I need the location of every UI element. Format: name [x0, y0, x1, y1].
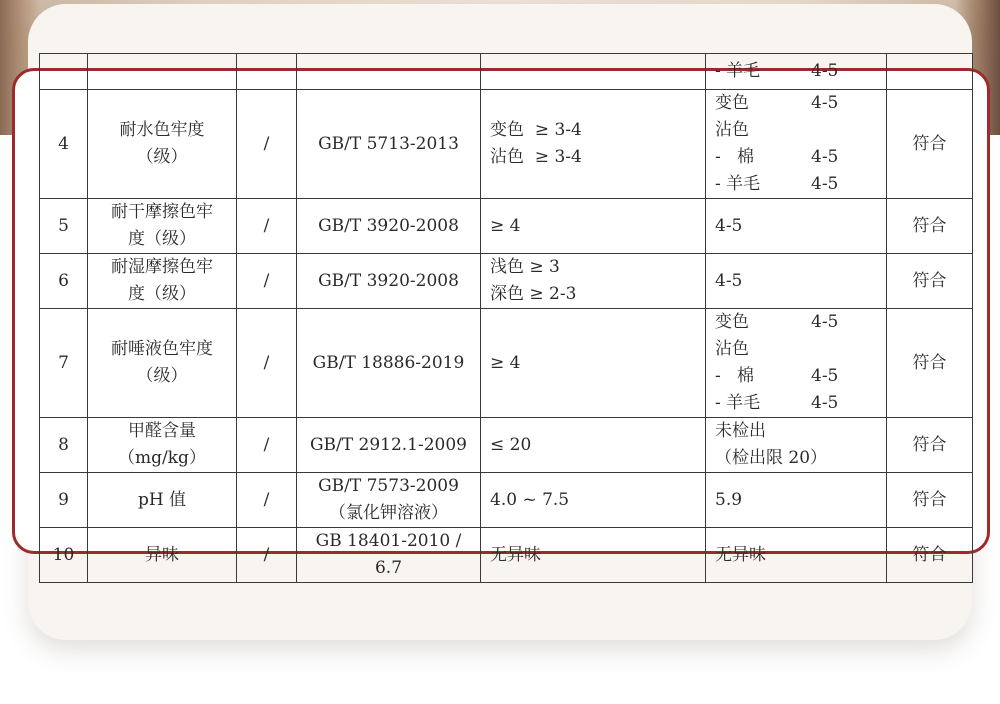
unit-cell	[237, 199, 297, 254]
result-line	[715, 117, 886, 144]
item-number: 10	[52, 544, 75, 565]
test-report-table	[39, 53, 973, 583]
test-method-line: （氯化钾溶液）	[329, 503, 448, 523]
verdict-value: 符合	[912, 352, 947, 373]
test-item-cell	[88, 90, 237, 199]
verdict-value: 符合	[912, 489, 947, 510]
test-item-line: 耐湿摩擦色牢	[111, 257, 213, 277]
requirement-line: ≤ 20	[490, 434, 532, 455]
table-row	[40, 254, 973, 309]
requirement-cell	[481, 473, 706, 528]
result-value: 4-5	[811, 147, 839, 167]
result-cell	[706, 54, 887, 90]
unit-cell	[237, 254, 297, 309]
result-label: 未检出	[715, 421, 766, 441]
requirement-line: 浅色 ≥ 3	[490, 257, 560, 277]
table-row	[40, 418, 973, 473]
requirement-cell	[481, 309, 706, 418]
result-line	[715, 144, 886, 171]
result-label: 4-5	[715, 270, 743, 291]
result-value: 4-5	[811, 366, 839, 386]
result-label: 4-5	[715, 215, 743, 236]
test-method-cell	[297, 199, 481, 254]
requirement-cell	[481, 199, 706, 254]
requirement-line: 深色 ≥ 2-3	[490, 284, 577, 304]
result-label: 变色	[715, 312, 749, 332]
item-number-cell	[40, 528, 88, 583]
verdict-cell	[887, 418, 973, 473]
test-item-line: 度（级）	[128, 284, 196, 304]
requirement-cell	[481, 528, 706, 583]
result-cell	[706, 528, 887, 583]
verdict-value: 符合	[912, 544, 947, 565]
unit-cell	[237, 90, 297, 199]
item-number: 7	[58, 352, 69, 373]
requirement-line: 无异味	[490, 544, 541, 565]
unit-cell	[237, 528, 297, 583]
requirement-line: 4.0 ~ 7.5	[490, 489, 570, 510]
result-line	[715, 418, 886, 445]
verdict-cell	[887, 199, 973, 254]
test-item-cell	[88, 473, 237, 528]
test-method-line: GB/T 3920-2008	[318, 270, 459, 291]
result-line	[715, 336, 886, 363]
test-method-cell	[297, 528, 481, 583]
result-line	[715, 390, 886, 417]
result-label: 沾色	[715, 120, 749, 140]
requirement-line: ≥ 4	[490, 215, 521, 236]
unit-cell	[237, 418, 297, 473]
verdict-value: 符合	[912, 270, 947, 291]
test-method-cell	[297, 90, 481, 199]
unit-cell	[237, 54, 297, 90]
test-item-line: 耐干摩擦色牢	[111, 202, 213, 222]
item-number-cell	[40, 473, 88, 528]
table-row	[40, 199, 973, 254]
result-value: 4-5	[811, 174, 839, 194]
unit-value: /	[263, 434, 270, 455]
item-number-cell	[40, 199, 88, 254]
item-number: 9	[58, 489, 69, 510]
unit-value: /	[263, 489, 270, 510]
table-row	[40, 54, 973, 90]
result-label: - 羊毛	[715, 61, 761, 81]
unit-value: /	[263, 544, 270, 565]
test-method-line: GB 18401-2010 /	[315, 531, 462, 551]
verdict-cell	[887, 309, 973, 418]
verdict-cell	[887, 90, 973, 199]
requirement-line: 沾色 ≥ 3-4	[490, 147, 582, 167]
test-item-line: 耐唾液色牢度	[111, 339, 213, 359]
unit-cell	[237, 309, 297, 418]
item-number-cell	[40, 254, 88, 309]
test-item-cell	[88, 254, 237, 309]
requirement-cell	[481, 90, 706, 199]
report-sheet	[39, 53, 973, 583]
unit-value: /	[263, 133, 270, 154]
result-line	[715, 363, 886, 390]
result-value: 4-5	[811, 312, 839, 332]
test-method-cell	[297, 309, 481, 418]
result-label: - 棉	[715, 147, 754, 167]
test-item-line: （级）	[136, 366, 188, 386]
requirement-cell	[481, 254, 706, 309]
verdict-cell	[887, 528, 973, 583]
requirement-cell	[481, 418, 706, 473]
table-row	[40, 528, 973, 583]
table-body	[40, 54, 973, 583]
result-line	[715, 213, 886, 240]
test-item-cell	[88, 418, 237, 473]
test-item-line: （mg/kg）	[118, 448, 206, 468]
result-line	[715, 171, 886, 198]
item-number-cell	[40, 418, 88, 473]
result-value: 4-5	[811, 93, 839, 113]
result-line	[715, 445, 886, 472]
test-item-line: 耐水色牢度	[119, 120, 205, 140]
test-method-line: 6.7	[374, 558, 403, 578]
test-method-line: GB/T 2912.1-2009	[309, 434, 468, 455]
result-line	[715, 487, 886, 514]
report-table-viewport	[39, 61, 979, 578]
item-number: 6	[58, 270, 69, 291]
table-row	[40, 473, 973, 528]
item-number-cell	[40, 90, 88, 199]
requirement-line: 变色 ≥ 3-4	[490, 120, 582, 140]
test-item-cell	[88, 309, 237, 418]
test-item-cell	[88, 528, 237, 583]
result-line	[715, 309, 886, 336]
table-row	[40, 90, 973, 199]
verdict-value: 符合	[912, 215, 947, 236]
item-number: 4	[58, 133, 69, 154]
test-method-line: GB/T 5713-2013	[318, 133, 459, 154]
table-row	[40, 309, 973, 418]
verdict-cell	[887, 254, 973, 309]
result-cell	[706, 418, 887, 473]
unit-value: /	[263, 215, 270, 236]
result-value: 4-5	[811, 61, 839, 81]
item-number-cell	[40, 309, 88, 418]
result-label: 5.9	[715, 489, 743, 510]
result-line	[715, 90, 886, 117]
test-item-line: 度（级）	[128, 229, 196, 249]
result-line	[715, 268, 886, 295]
requirement-cell	[481, 54, 706, 90]
unit-value: /	[263, 270, 270, 291]
result-cell	[706, 473, 887, 528]
result-label: 沾色	[715, 339, 749, 359]
verdict-cell	[887, 473, 973, 528]
test-item-cell	[88, 199, 237, 254]
result-label: 变色	[715, 93, 749, 113]
result-cell	[706, 254, 887, 309]
report-table-frame	[12, 61, 990, 578]
test-method-line: GB/T 18886-2019	[312, 352, 465, 373]
test-item-cell	[88, 54, 237, 90]
result-label: 无异味	[715, 544, 766, 565]
result-label: （检出限 20）	[715, 448, 828, 468]
result-cell	[706, 90, 887, 199]
test-method-line: GB/T 3920-2008	[318, 215, 459, 236]
result-cell	[706, 309, 887, 418]
verdict-value: 符合	[912, 434, 947, 455]
result-label: - 羊毛	[715, 393, 761, 413]
unit-value: /	[263, 352, 270, 373]
test-item-line: 甲醛含量	[128, 421, 196, 441]
test-method-cell	[297, 473, 481, 528]
test-item-line: 异味	[145, 544, 179, 565]
result-line	[715, 542, 886, 569]
unit-cell	[237, 473, 297, 528]
item-number: 5	[58, 215, 69, 236]
item-number: 8	[58, 434, 69, 455]
verdict-cell	[887, 54, 973, 90]
result-line	[715, 58, 886, 85]
test-method-cell	[297, 254, 481, 309]
test-method-line: GB/T 7573-2009	[318, 476, 459, 496]
test-item-line: pH 值	[137, 489, 187, 510]
test-method-cell	[297, 54, 481, 90]
result-label: - 棉	[715, 366, 754, 386]
test-method-cell	[297, 418, 481, 473]
requirement-line: ≥ 4	[490, 352, 521, 373]
result-cell	[706, 199, 887, 254]
verdict-value: 符合	[912, 133, 947, 154]
result-label: - 羊毛	[715, 174, 761, 194]
result-value: 4-5	[811, 393, 839, 413]
item-number-cell	[40, 54, 88, 90]
test-item-line: （级）	[136, 147, 188, 167]
